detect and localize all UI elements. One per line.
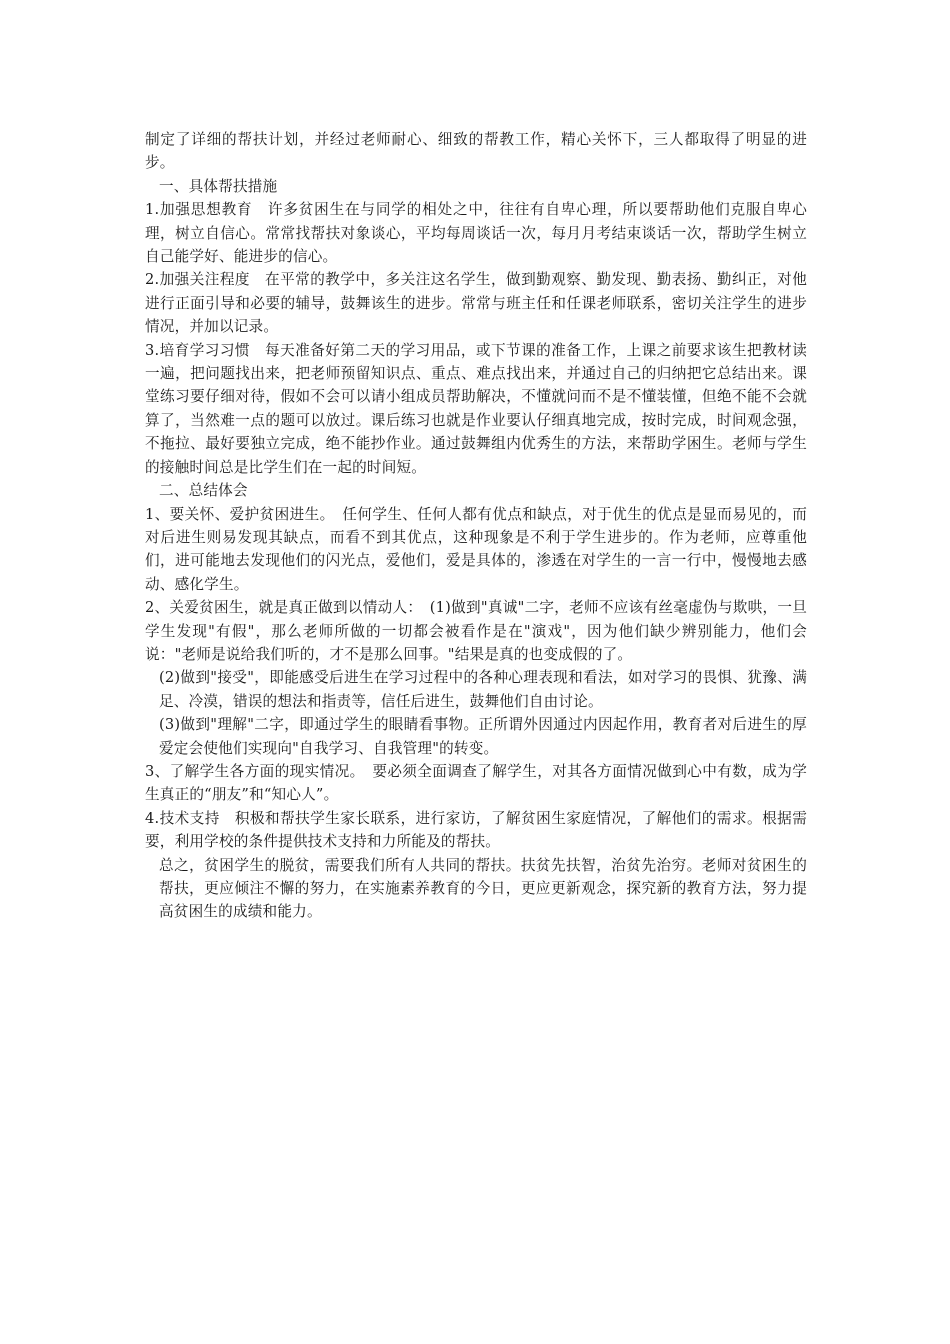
paragraph-measure-2: 2.加强关注程度 在平常的教学中，多关注这名学生，做到勤观察、勤发现、勤表扬、勤纠正，对他进行正面引导和必要的辅导，鼓舞该生的进步。常常与班主任和任课老师联系，密切关注学生的进步情况，并加以记录。 bbox=[145, 271, 807, 336]
paragraph-measure-3: 3.培育学习习惯 每天准备好第二天的学习用品，或下节课的准备工作，上课之前要求该生把教材读一遍，把问题找出来，把老师预留知识点、重点、难点找出来，并通过自己的归纳把它总结出来。课堂练习要仔细对待，假如不会可以请小组成员帮助解决，不懂就问而不是不懂装懂，但绝不能不会就算了，当然难一点的题可以放过。课后练习也就是作业要认仔细真地完成，按时完成，时间观念强，不拖拉、最好要独立完成，绝不能抄作业。通过鼓舞组内优秀生的方法，来帮助学困生。老师与学生的接触时间总是比学生们在一起的时间短。 bbox=[145, 341, 807, 476]
section-heading-measures: 一、具体帮扶措施 bbox=[159, 177, 278, 195]
section-heading-summary: 二、总结体会 bbox=[159, 482, 248, 500]
paragraph-summary-2-point-2: (2)做到"接受"，即能感受后进生在学习过程中的各种心理表现和看法，如对学习的畏惧、犹豫、满足、冷漠，错误的想法和指责等，信任后进生，鼓舞他们自由讨论。 bbox=[159, 669, 807, 710]
paragraph-measure-1: 1.加强思想教育 许多贫困生在与同学的相处之中，往往有自卑心理，所以要帮助他们克服自卑心理，树立自信心。常常找帮扶对象谈心，平均每周谈话一次，每月月考结束谈话一次，帮助学生树立自己能学好、能进步的信心。 bbox=[145, 201, 807, 266]
paragraph-summary-1: 1、要关怀、爱护贫困进生。 任何学生、任何人都有优点和缺点，对于优生的优点是显而易见的，而对后进生则易发现其缺点，而看不到其优点，这种现象是不利于学生进步的。作为老师，应尊重他们，进可能地去发现他们的闪光点，爱他们，爱是具体的，渗透在对学生的一言一行中，慢慢地去感动、感化学生。 bbox=[145, 505, 807, 593]
paragraph-summary-2: 2、关爱贫困生，就是真正做到以情动人： (1)做到"真诚"二字，老师不应该有丝毫虚伪与欺哄，一旦学生发现"有假"，那么老师所做的一切都会被看作是在"演戏"，因为他们缺少辨别能力，他们会说："老师是说给我们听的，才不是那么回事。"结果是真的也变成假的了。 bbox=[145, 599, 807, 663]
paragraph-conclusion: 总之，贫困学生的脱贫，需要我们所有人共同的帮扶。扶贫先扶智，治贫先治穷。老师对贫困生的帮扶，更应倾注不懈的努力，在实施素养教育的今日，更应更新观念，探究新的教育方法，努力提高贫困生的成绩和能力。 bbox=[159, 856, 807, 921]
paragraph-summary-4: 4.技术支持 积极和帮扶学生家长联系，进行家访，了解贫困生家庭情况，了解他们的需求。根据需要，利用学校的条件提供技术支持和力所能及的帮扶。 bbox=[145, 809, 807, 851]
paragraph-summary-2-point-3: (3)做到"理解"二字，即通过学生的眼睛看事物。正所谓外因通过内因起作用，教育者对后进生的厚爱定会使他们实现向"自我学习、自我管理"的转变。 bbox=[159, 716, 807, 757]
paragraph-summary-3: 3、了解学生各方面的现实情况。 要必须全面调查了解学生，对其各方面情况做到心中有数，成为学生真正的“朋友”和“知心人”。 bbox=[145, 762, 807, 804]
paragraph-intro: 制定了详细的帮扶计划，并经过老师耐心、细致的帮教工作，精心关怀下，三人都取得了明显的进步。 bbox=[145, 131, 807, 172]
document-body bbox=[145, 128, 807, 924]
